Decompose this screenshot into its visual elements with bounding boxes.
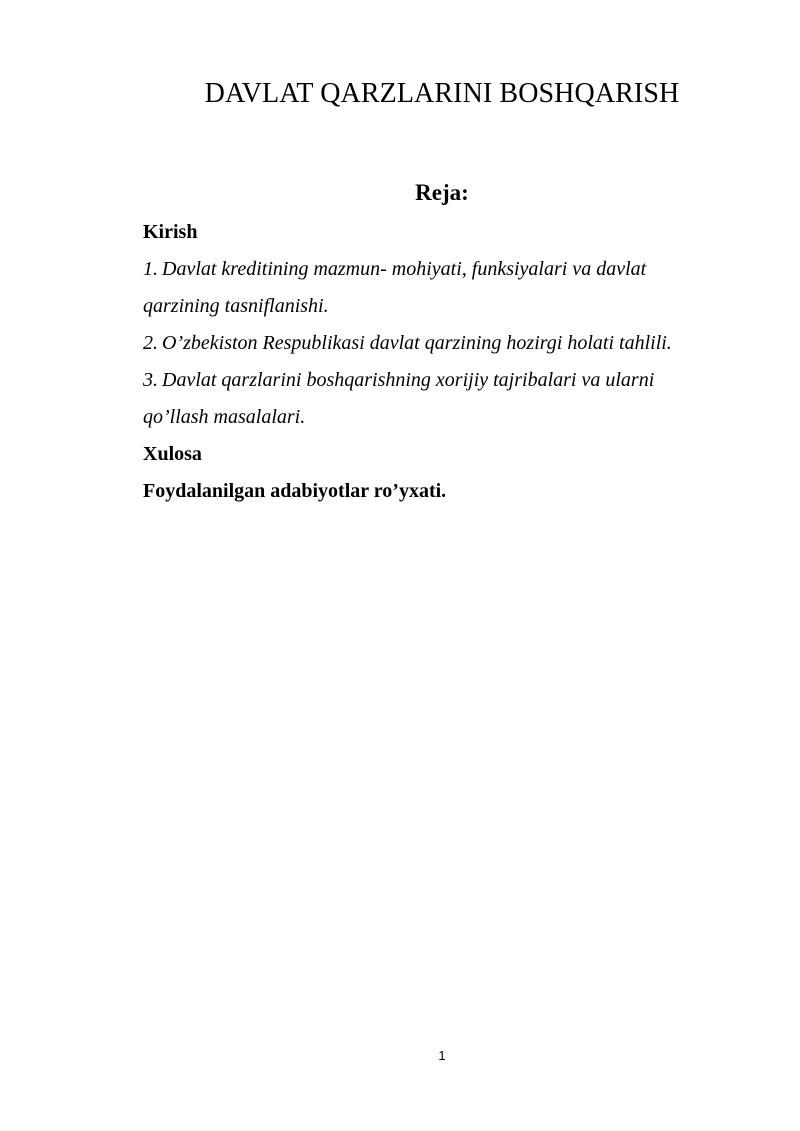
page-number: 1 xyxy=(438,1048,446,1063)
plan-item-3-line-1 xyxy=(143,362,743,399)
conclusion-label: Xulosa xyxy=(143,443,202,465)
plan-item-1-line-2: qarzining tasniflanishi. xyxy=(143,295,329,317)
document-title: DAVLAT QARZLARINI BOSHQARISH xyxy=(204,78,680,109)
plan-item-3-text: Davlat qarzlarini boshqarishning xorijiy tajribalari va ularni xyxy=(162,369,655,391)
plan-item-1-line-1 xyxy=(143,251,743,288)
plan-item-2-line-1 xyxy=(143,325,743,362)
plan-item-2-number: 2. xyxy=(143,332,158,354)
plan-list xyxy=(143,214,743,510)
intro-label: Kirish xyxy=(143,221,198,243)
plan-item-1-number: 1. xyxy=(143,258,158,280)
plan-item-3-line-2: qo’llash masalalari. xyxy=(143,406,306,428)
plan-item-1-text: Davlat kreditining mazmun- mohiyati, funksiyalari va davlat xyxy=(162,258,647,280)
plan-heading: Reja: xyxy=(415,180,469,205)
plan-item-2-text: O’zbekiston Respublikasi davlat qarzining hozirgi holati tahlili. xyxy=(162,332,672,354)
references-label: Foydalanilgan adabiyotlar ro’yxati. xyxy=(143,480,447,502)
plan-item-3-number: 3. xyxy=(143,369,158,391)
